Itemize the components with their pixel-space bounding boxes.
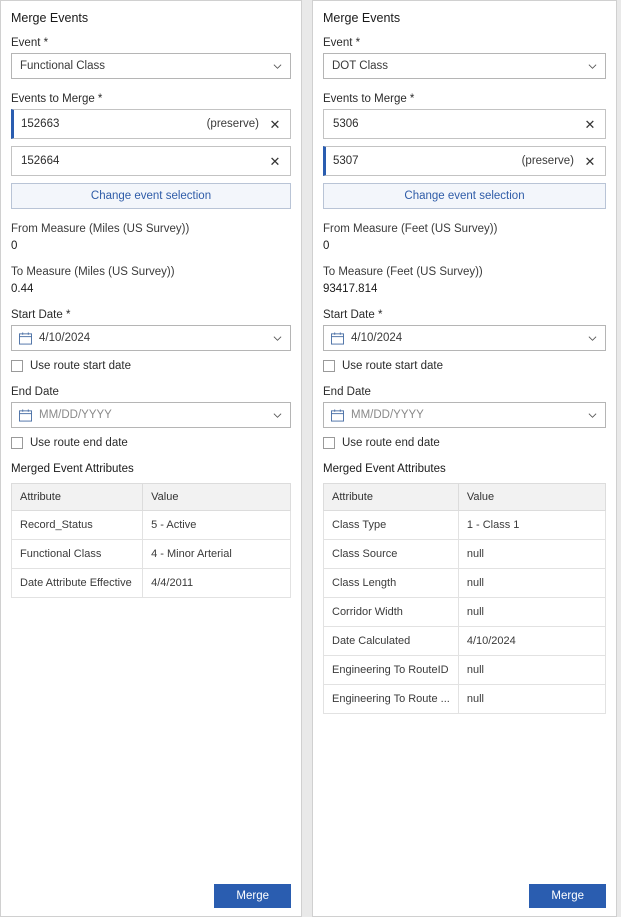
use-route-end-date-label-right: Use route end date — [342, 437, 440, 449]
start-date-label-right: Start Date * — [323, 309, 383, 321]
event-id: 152664 — [21, 155, 60, 167]
preserve-tag: (preserve) — [206, 118, 259, 130]
to-measure-value-left: 0.44 — [11, 283, 34, 295]
events-to-merge-label-left: Events to Merge * — [11, 93, 103, 105]
cell-attribute: Class Type — [324, 511, 459, 540]
close-icon[interactable]: ✕ — [584, 116, 596, 132]
table-row — [324, 569, 606, 598]
end-date-input-right[interactable] — [323, 402, 606, 428]
cell-attribute: Engineering To RouteID — [324, 656, 459, 685]
merged-attributes-table-right — [323, 483, 606, 714]
cell-attribute: Date Calculated — [324, 627, 459, 656]
use-route-end-date-label-left: Use route end date — [30, 437, 128, 449]
page-title-left: Merge Events — [11, 11, 89, 25]
table-row — [324, 627, 606, 656]
event-id: 5307 — [333, 155, 359, 167]
cell-attribute: Date Attribute Effective — [12, 569, 143, 598]
events-to-merge-label-right: Events to Merge * — [323, 93, 415, 105]
checkbox-icon — [11, 437, 23, 449]
end-date-input-left[interactable] — [11, 402, 291, 428]
column-header-attribute: Attribute — [324, 484, 459, 511]
event-select-value-left: Functional Class — [20, 60, 106, 72]
change-event-selection-button[interactable]: Change event selection — [323, 183, 606, 209]
table-row — [12, 569, 291, 598]
end-date-label-right: End Date — [323, 386, 371, 398]
cell-value: null — [458, 540, 605, 569]
chevron-down-icon[interactable] — [588, 411, 597, 420]
merge-button-left[interactable]: Merge — [214, 884, 291, 908]
table-row — [324, 540, 606, 569]
close-icon[interactable]: ✕ — [269, 153, 281, 169]
table-header-row — [324, 484, 606, 511]
start-date-input-left[interactable] — [11, 325, 291, 351]
cell-attribute: Class Source — [324, 540, 459, 569]
column-header-value: Value — [143, 484, 291, 511]
event-id: 152663 — [21, 118, 60, 130]
cell-value: 4 - Minor Arterial — [143, 540, 291, 569]
start-date-input-right[interactable] — [323, 325, 606, 351]
cell-value: null — [458, 569, 605, 598]
table-row — [12, 511, 291, 540]
list-item[interactable] — [11, 146, 291, 176]
change-event-selection-button[interactable]: Change event selection — [11, 183, 291, 209]
from-measure-label-right: From Measure (Feet (US Survey)) — [323, 223, 498, 235]
use-route-start-date-checkbox-left[interactable] — [11, 360, 291, 372]
cell-value: 5 - Active — [143, 511, 291, 540]
event-label-right: Event * — [323, 37, 361, 49]
page-title-right: Merge Events — [323, 11, 401, 25]
cell-attribute: Class Length — [324, 569, 459, 598]
cell-value: null — [458, 598, 605, 627]
chevron-down-icon — [273, 62, 282, 71]
merge-button-right[interactable]: Merge — [529, 884, 606, 908]
table-row — [324, 685, 606, 714]
to-measure-value-right: 93417.814 — [323, 283, 378, 295]
preserve-tag: (preserve) — [521, 155, 574, 167]
checkbox-icon — [11, 360, 23, 372]
event-select-left[interactable] — [11, 53, 291, 79]
chevron-down-icon[interactable] — [273, 411, 282, 420]
table-row — [12, 540, 291, 569]
cell-attribute: Record_Status — [12, 511, 143, 540]
list-item[interactable] — [323, 146, 606, 176]
event-id: 5306 — [333, 118, 359, 130]
cell-value: 1 - Class 1 — [458, 511, 605, 540]
merged-attributes-table-left — [11, 483, 291, 598]
table-row — [324, 598, 606, 627]
table-row — [324, 656, 606, 685]
from-measure-label-left: From Measure (Miles (US Survey)) — [11, 223, 190, 235]
cell-attribute: Functional Class — [12, 540, 143, 569]
chevron-down-icon[interactable] — [273, 334, 282, 343]
from-measure-value-right: 0 — [323, 240, 330, 252]
column-header-attribute: Attribute — [12, 484, 143, 511]
from-measure-value-left: 0 — [11, 240, 18, 252]
column-header-value: Value — [458, 484, 605, 511]
start-date-value-left: 4/10/2024 — [39, 332, 91, 344]
merged-event-attributes-title-left: Merged Event Attributes — [11, 463, 134, 475]
chevron-down-icon[interactable] — [588, 334, 597, 343]
merge-events-panel-right — [312, 0, 617, 917]
end-date-label-left: End Date — [11, 386, 59, 398]
list-item[interactable] — [11, 109, 291, 139]
cell-value: 4/4/2011 — [143, 569, 291, 598]
to-measure-label-right: To Measure (Feet (US Survey)) — [323, 266, 483, 278]
chevron-down-icon — [588, 62, 597, 71]
calendar-icon — [19, 409, 32, 422]
event-select-right[interactable] — [323, 53, 606, 79]
event-select-value-right: DOT Class — [332, 60, 389, 72]
cell-value: null — [458, 685, 605, 714]
use-route-end-date-checkbox-right[interactable] — [323, 437, 606, 449]
use-route-start-date-label-left: Use route start date — [30, 360, 131, 372]
cell-value: null — [458, 656, 605, 685]
cell-attribute: Engineering To Route ... — [324, 685, 459, 714]
table-header-row — [12, 484, 291, 511]
merge-events-panel-left — [0, 0, 302, 917]
cell-value: 4/10/2024 — [458, 627, 605, 656]
merged-event-attributes-title-right: Merged Event Attributes — [323, 463, 446, 475]
close-icon[interactable]: ✕ — [269, 116, 281, 132]
calendar-icon — [331, 409, 344, 422]
calendar-icon — [331, 332, 344, 345]
use-route-start-date-label-right: Use route start date — [342, 360, 443, 372]
calendar-icon — [19, 332, 32, 345]
end-date-value-left: MM/DD/YYYY — [39, 409, 112, 421]
use-route-end-date-checkbox-left[interactable] — [11, 437, 291, 449]
close-icon[interactable]: ✕ — [584, 153, 596, 169]
table-row — [324, 511, 606, 540]
end-date-value-right: MM/DD/YYYY — [351, 409, 424, 421]
list-item[interactable] — [323, 109, 606, 139]
checkbox-icon — [323, 437, 335, 449]
to-measure-label-left: To Measure (Miles (US Survey)) — [11, 266, 175, 278]
start-date-value-right: 4/10/2024 — [351, 332, 403, 344]
start-date-label-left: Start Date * — [11, 309, 71, 321]
checkbox-icon — [323, 360, 335, 372]
use-route-start-date-checkbox-right[interactable] — [323, 360, 606, 372]
cell-attribute: Corridor Width — [324, 598, 459, 627]
event-label-left: Event * — [11, 37, 49, 49]
